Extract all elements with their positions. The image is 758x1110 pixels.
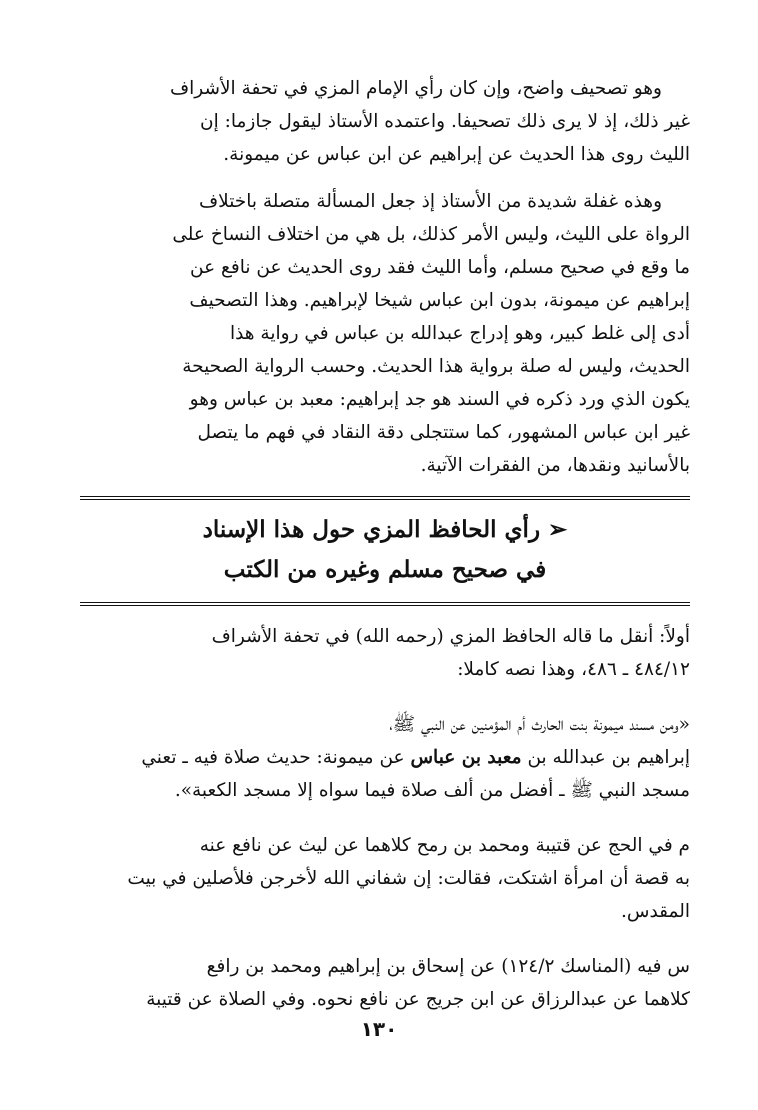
heading-line-1: رأي الحافظ المزي حول هذا الإسناد xyxy=(202,516,541,543)
page-number: ١٣٠ xyxy=(360,1017,398,1041)
bold-name: معبد بن عباس xyxy=(410,747,522,768)
divider-top xyxy=(80,496,690,497)
text-line: غير ذلك، إذ لا يرى ذلك تصحيفا. واعتمده الأستاذ ليقول جازما: إن xyxy=(200,111,690,132)
text-line: «ومن مسند ميمونة بنت الحارث أم المؤمنين عن النبي ﷺ، xyxy=(389,714,690,735)
text-line: به قصة أن امرأة اشتكت، فقالت: إن شفاني الله لأخرجن فلأصلين في بيت xyxy=(127,868,690,889)
section-heading-block xyxy=(80,496,690,606)
paragraph-2 xyxy=(80,185,690,482)
text-line: ما وقع في صحيح مسلم، وأما الليث فقد روى الحديث عن نافع عن xyxy=(190,257,690,278)
paragraph-3 xyxy=(80,620,690,686)
text-line: س فيه (المناسك ١٢٤/٢) عن إسحاق بن إبراهيم ومحمد بن رافع xyxy=(206,956,690,977)
text-line: إبراهيم عن ميمونة، بدون ابن عباس شيخا لإبراهيم. وهذا التصحيف xyxy=(189,290,690,311)
text-line: الرواة على الليث، وليس الأمر كذلك، بل هي من اختلاف النساخ على xyxy=(172,224,690,245)
text-line: غير ابن عباس المشهور، كما ستتجلى دقة النقاد في فهم ما يتصل xyxy=(197,422,690,443)
divider-bottom xyxy=(80,605,690,606)
divider-bottom-thin xyxy=(80,602,690,603)
paragraph-1 xyxy=(80,72,690,171)
text-line: أدى إلى غلط كبير، وهو إدراج عبدالله بن عباس في رواية هذا xyxy=(229,323,690,344)
text-line: المقدس. xyxy=(620,901,690,922)
paragraph-5 xyxy=(80,829,690,928)
text-line: أولاً: أنقل ما قاله الحافظ المزي (رحمه الله) في تحفة الأشراف xyxy=(211,626,690,647)
text-line: مسجد النبي ﷺ ـ أفضل من ألف صلاة فيما سواه إلا مسجد الكعبة». xyxy=(174,780,690,801)
text-line-with-bold: إبراهيم بن عبدالله بن معبد بن عباس عن ميمونة: حديث صلاة فيه ـ تعني xyxy=(141,747,690,768)
paragraph-6 xyxy=(80,950,690,1016)
section-heading xyxy=(80,500,690,600)
text-line: يكون الذي ورد ذكره في السند هو جد إبراهيم: معبد بن عباس وهو xyxy=(189,389,690,410)
paragraph-4-quote xyxy=(80,708,690,807)
text-line: بالأسانيد ونقدها، من الفقرات الآتية. xyxy=(420,455,690,476)
heading-line-2: في صحيح مسلم وغيره من الكتب xyxy=(223,556,547,583)
text-line: كلاهما عن عبدالرزاق عن ابن جريج عن نافع نحوه. وفي الصلاة عن قتيبة xyxy=(146,989,690,1010)
text-line: وهو تصحيف واضح، وإن كان رأي الإمام المزي في تحفة الأشراف xyxy=(169,78,662,99)
text-line: الليث روى هذا الحديث عن إبراهيم عن ابن عباس عن ميمونة. xyxy=(223,144,690,165)
text-line: الحديث، وليس له صلة برواية هذا الحديث. وحسب الرواية الصحيحة xyxy=(182,356,690,377)
arrow-bullet-icon: ➢ xyxy=(548,516,568,543)
page-content xyxy=(80,72,690,1016)
text-line: وهذه غفلة شديدة من الأستاذ إذ جعل المسألة متصلة باختلاف xyxy=(198,191,662,212)
text-line: م في الحج عن قتيبة ومحمد بن رمح كلاهما عن ليث عن نافع عنه xyxy=(199,835,690,856)
text-line: ٤٨٤/١٢ ـ ٤٨٦، وهذا نصه كاملا: xyxy=(457,659,690,680)
